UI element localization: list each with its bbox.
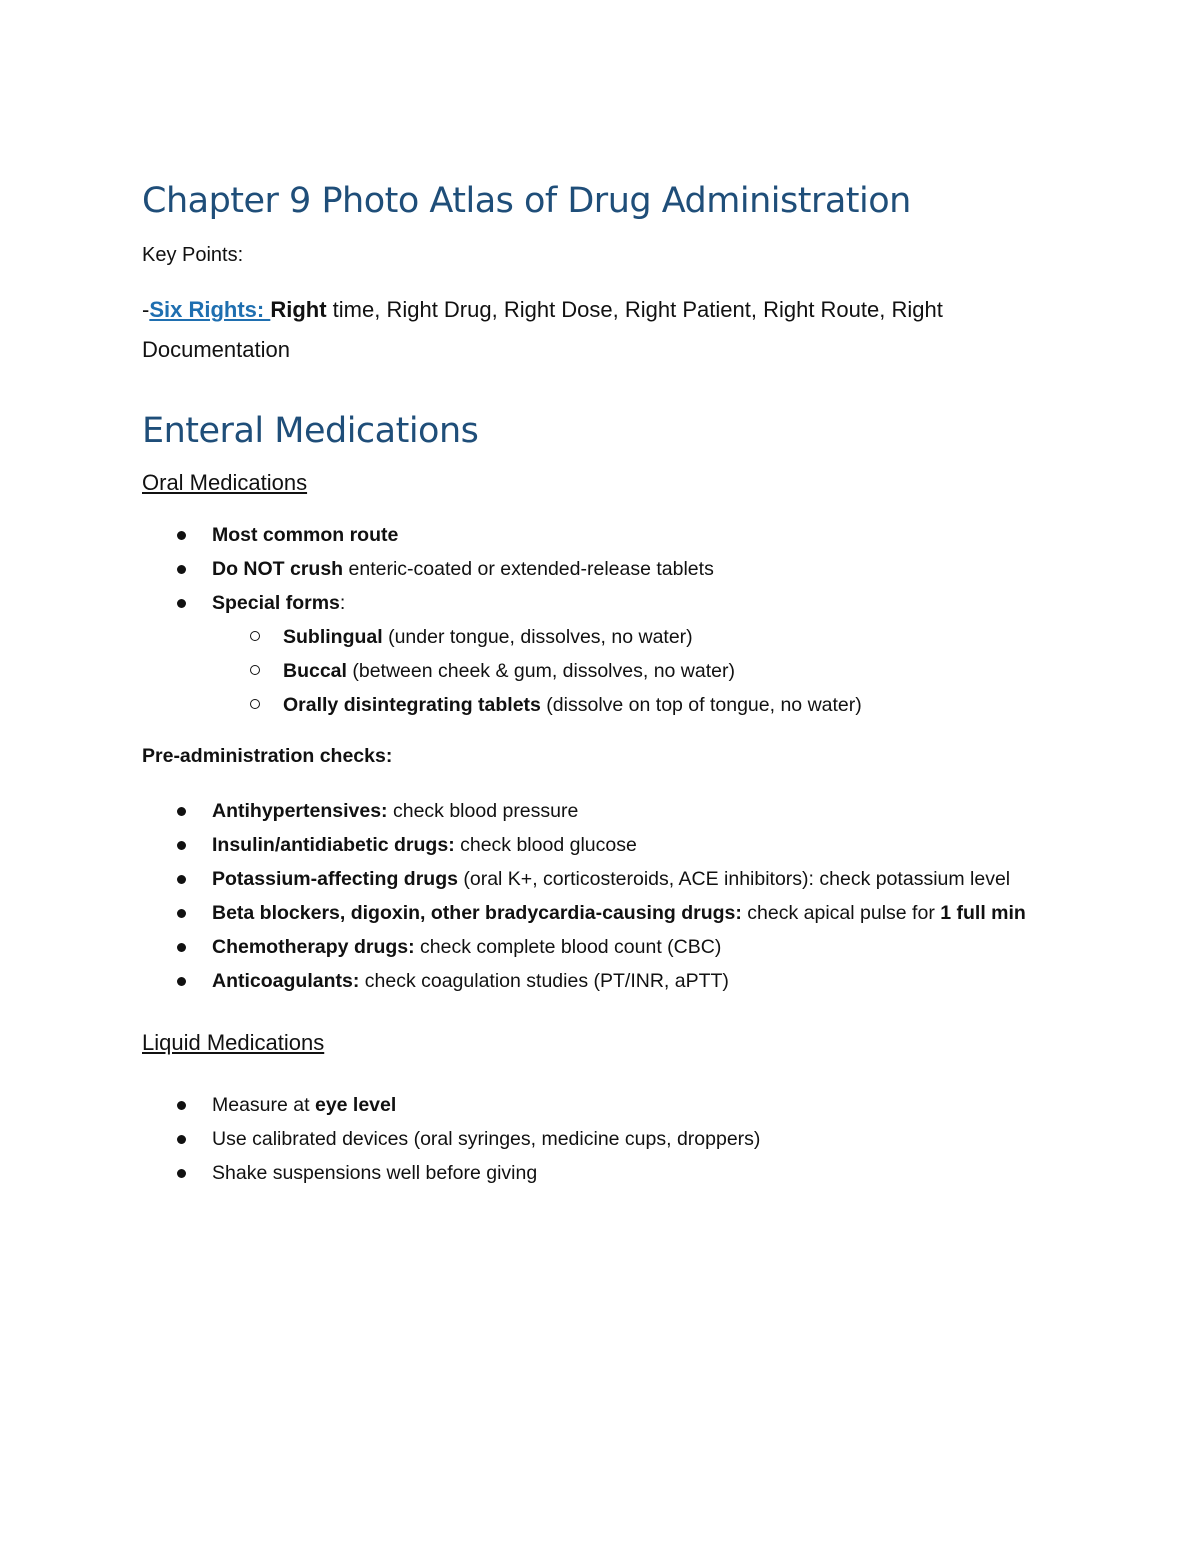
bullet-icon	[177, 1135, 186, 1144]
pre-admin-heading: Pre-administration checks:	[142, 745, 393, 767]
liquid-list	[142, 1088, 1062, 1190]
six-rights-bold: Right	[270, 297, 327, 322]
sub-list-item	[142, 688, 1062, 722]
six-rights-dash: -	[142, 297, 150, 322]
oral-list	[142, 518, 1062, 722]
bullet-icon	[177, 943, 186, 952]
bullet-icon	[177, 1101, 186, 1110]
six-rights-link[interactable]: Six Rights:	[149, 297, 271, 322]
item-bold: Do NOT crush	[212, 558, 344, 580]
item-bold: Antihypertensives:	[212, 800, 388, 822]
item-bold: Sublingual	[283, 626, 383, 648]
bullet-icon	[177, 531, 186, 540]
pre-admin-list	[142, 794, 1062, 998]
bullet-icon	[177, 807, 186, 816]
item-text: Use calibrated devices (oral syringes, medicine cups, droppers)	[212, 1128, 761, 1150]
item-text: enteric-coated or extended-release tablets	[343, 558, 714, 580]
item-text: check coagulation studies (PT/INR, aPTT)	[359, 970, 729, 992]
hollow-bullet-icon	[250, 665, 260, 675]
list-item	[142, 1156, 1062, 1190]
list-item	[142, 896, 1062, 930]
item-text: check blood glucose	[454, 834, 637, 856]
item-bold: Most common route	[212, 524, 399, 546]
bullet-icon	[177, 875, 186, 884]
list-item	[142, 794, 1062, 828]
item-text: :	[339, 592, 346, 614]
list-item	[142, 586, 1062, 722]
hollow-bullet-icon	[250, 699, 260, 709]
item-text: (under tongue, dissolves, no water)	[382, 626, 693, 648]
bullet-icon	[177, 909, 186, 918]
item-text: Measure at	[212, 1094, 315, 1116]
item-bold: Potassium-affecting drugs	[212, 868, 458, 890]
enteral-heading: Enteral Medications	[142, 411, 479, 451]
list-item	[142, 930, 1062, 964]
item-bold: Orally disintegrating tablets	[283, 694, 541, 716]
item-text: (between cheek & gum, dissolves, no water)	[346, 660, 735, 682]
item-text: check complete blood count (CBC)	[414, 936, 722, 958]
list-item	[142, 518, 1062, 552]
list-item	[142, 862, 1062, 896]
bullet-icon	[177, 1169, 186, 1178]
item-bold: eye level	[314, 1094, 397, 1116]
bullet-icon	[177, 841, 186, 850]
oral-heading: Oral Medications	[142, 470, 308, 495]
sub-list-item	[142, 654, 1062, 688]
six-rights-line	[142, 290, 1062, 370]
item-text: (dissolve on top of tongue, no water)	[540, 694, 862, 716]
six-rights-text: time, Right Drug, Right Dose, Right Patient, Right Route, Right Documentation	[142, 297, 943, 362]
bullet-icon	[177, 565, 186, 574]
document-page	[142, 178, 1062, 1190]
bullet-icon	[177, 977, 186, 986]
item-bold: Insulin/antidiabetic drugs:	[212, 834, 455, 856]
item-text: check blood pressure	[387, 800, 579, 822]
bullet-icon	[177, 599, 186, 608]
list-item	[142, 1122, 1062, 1156]
item-bold: Anticoagulants:	[212, 970, 360, 992]
list-item	[142, 552, 1062, 586]
item-text: (oral K+, corticosteroids, ACE inhibitors): check potassium level	[457, 868, 1011, 890]
item-bold: Chemotherapy drugs:	[212, 936, 415, 958]
item-bold: Beta blockers, digoxin, other bradycardia-causing drugs:	[212, 902, 742, 924]
key-points-label: Key Points:	[142, 244, 244, 266]
list-item	[142, 1088, 1062, 1122]
item-text: Shake suspensions well before giving	[212, 1162, 538, 1184]
item-text: check apical pulse for	[741, 902, 941, 924]
page-title: Chapter 9 Photo Atlas of Drug Administration	[142, 181, 911, 221]
item-bold-2: 1 full min	[940, 902, 1026, 924]
special-forms-list	[212, 620, 1062, 722]
item-bold: Special forms	[212, 592, 340, 614]
sub-list-item	[142, 620, 1062, 654]
list-item	[142, 828, 1062, 862]
list-item	[142, 964, 1062, 998]
hollow-bullet-icon	[250, 631, 260, 641]
item-bold: Buccal	[283, 660, 347, 682]
liquid-heading: Liquid Medications	[142, 1030, 325, 1055]
